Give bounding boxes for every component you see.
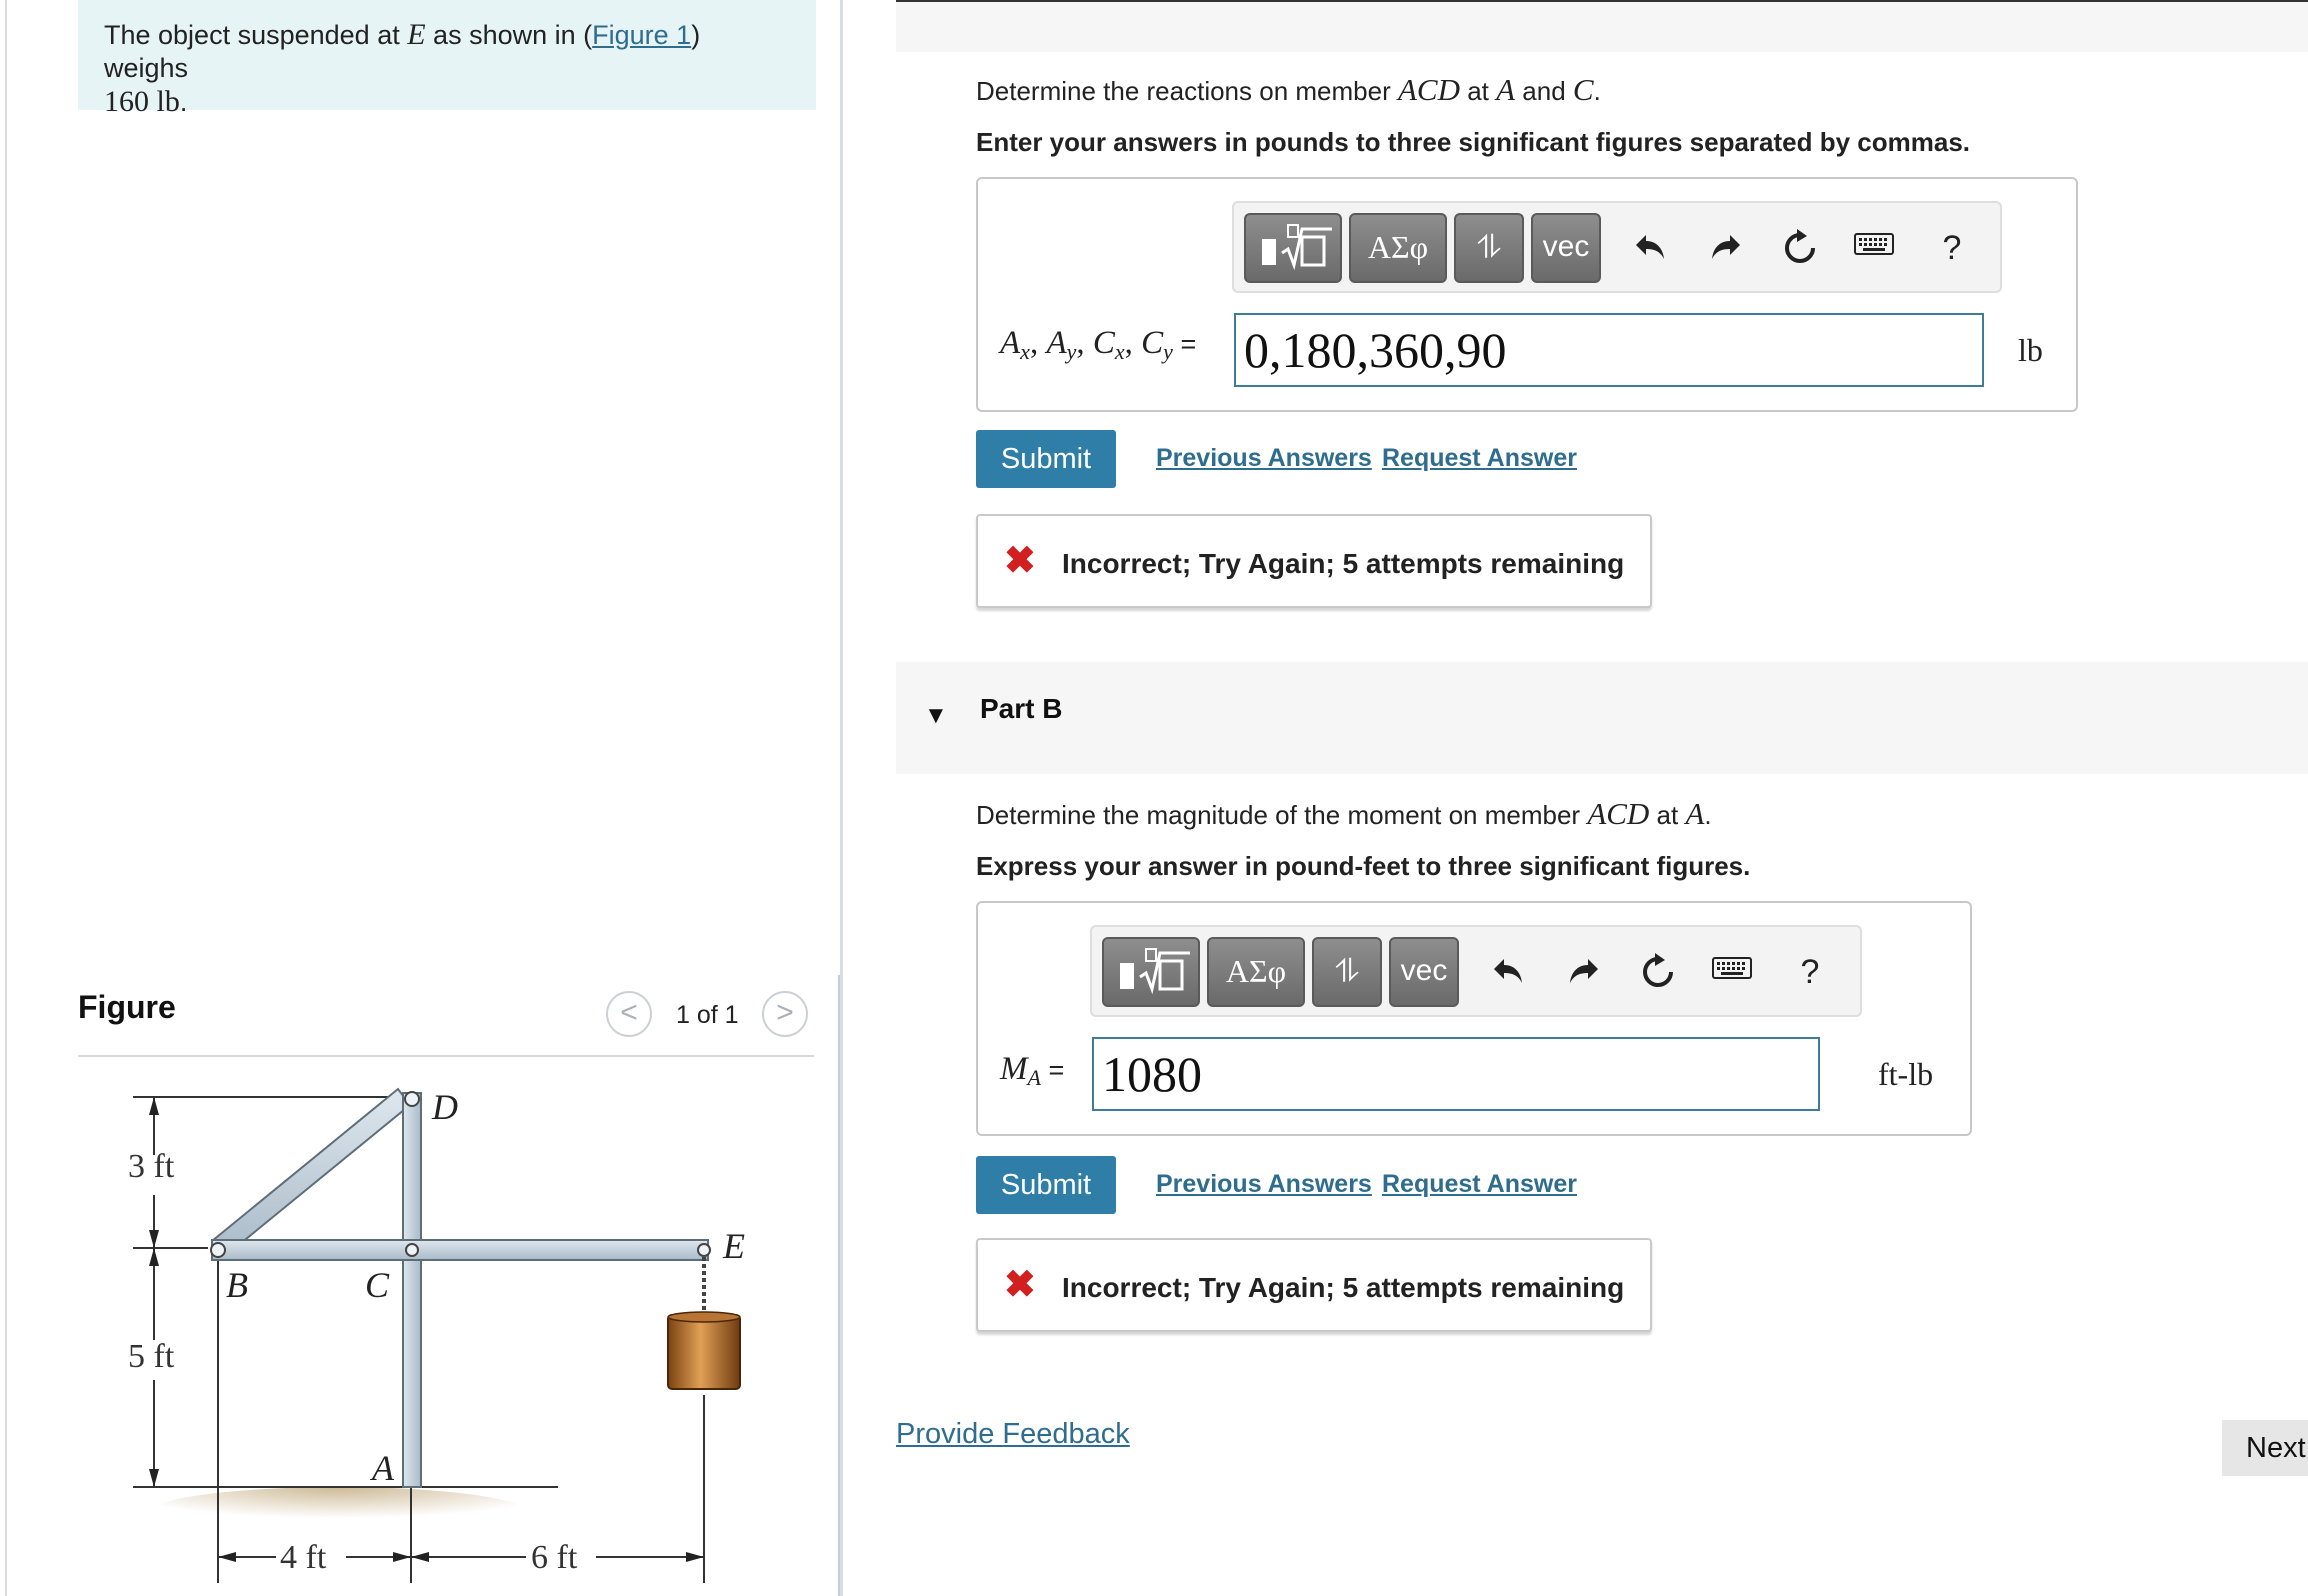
part-a-question bbox=[976, 72, 1601, 108]
label-sub-ax: x bbox=[1020, 339, 1030, 364]
ground-shadow bbox=[148, 1487, 528, 1539]
label-b: B bbox=[226, 1265, 248, 1305]
part-a-input-label bbox=[1000, 325, 1196, 365]
problem-weight: 160 lb bbox=[104, 85, 180, 118]
incorrect-icon: ✖ bbox=[1004, 540, 1036, 582]
templates-icon bbox=[1248, 215, 1338, 279]
part-b-feedback-message: Incorrect; Try Again; 5 attempts remaining bbox=[1062, 1272, 1625, 1303]
figure-link[interactable]: Figure 1 bbox=[592, 20, 692, 50]
vec-button[interactable]: vec bbox=[1389, 937, 1459, 1007]
redo-icon bbox=[1708, 229, 1744, 265]
redo-icon bbox=[1566, 953, 1602, 989]
figure-prev-button[interactable]: < bbox=[606, 991, 652, 1037]
problem-weight-end: . bbox=[179, 87, 188, 117]
part-a-point-c: C bbox=[1572, 72, 1594, 107]
provide-feedback-link[interactable]: Provide Feedback bbox=[896, 1418, 1130, 1450]
pin-c bbox=[406, 1244, 418, 1256]
undo-button[interactable] bbox=[1626, 225, 1674, 273]
weight-block bbox=[668, 1315, 740, 1389]
left-border bbox=[5, 0, 7, 1596]
pane-divider[interactable] bbox=[840, 0, 843, 1596]
reset-icon bbox=[1781, 229, 1819, 267]
part-b-question bbox=[976, 796, 1712, 832]
part-b-toolbar bbox=[1090, 925, 1862, 1017]
part-a-answer-input[interactable]: 0,180,360,90 bbox=[1234, 313, 1984, 387]
part-b-input-label bbox=[1000, 1051, 1064, 1091]
templates-button[interactable] bbox=[1244, 213, 1342, 283]
label-a: A bbox=[372, 1448, 394, 1488]
collapse-caret-icon[interactable]: ▼ bbox=[924, 702, 948, 729]
next-button[interactable]: Next bbox=[2222, 1420, 2308, 1476]
figure-image bbox=[78, 1065, 818, 1596]
pin-e bbox=[698, 1244, 710, 1256]
figure-next-button[interactable]: > bbox=[762, 991, 808, 1037]
part-b-unit: ft-lb bbox=[1878, 1056, 1934, 1092]
label-eq-b: = bbox=[1040, 1055, 1065, 1085]
part-a-member: ACD bbox=[1397, 72, 1460, 107]
arrow-3ft-top bbox=[149, 1097, 159, 1115]
label-c: C bbox=[365, 1265, 390, 1305]
part-a-question-text-2: at bbox=[1459, 76, 1497, 106]
part-b-question-end: . bbox=[1704, 800, 1712, 830]
part-a-question-end: . bbox=[1593, 76, 1601, 106]
templates-icon bbox=[1106, 939, 1196, 1003]
member-bd bbox=[212, 1089, 410, 1257]
keyboard-button[interactable] bbox=[1708, 949, 1756, 997]
help-button[interactable]: ? bbox=[1942, 229, 1962, 267]
figure-counter: 1 of 1 bbox=[676, 1001, 739, 1029]
part-a-toolbar bbox=[1232, 201, 2002, 293]
dim-6ft-label: 6 ft bbox=[531, 1539, 578, 1576]
figure-header bbox=[78, 985, 814, 1057]
dim-5ft-label: 5 ft bbox=[128, 1338, 175, 1375]
part-a-request-answer-link[interactable]: Request Answer bbox=[1382, 444, 1577, 472]
label-sep-2: , bbox=[1076, 325, 1093, 361]
problem-text-before: The object suspended at bbox=[104, 20, 408, 50]
arrows-button[interactable]: ⥮ bbox=[1454, 213, 1524, 283]
label-var-cx: C bbox=[1092, 325, 1115, 361]
problem-text-after: ) weighs bbox=[104, 20, 701, 83]
part-a-answer-box bbox=[976, 177, 2078, 412]
incorrect-icon: ✖ bbox=[1004, 1264, 1036, 1306]
member-acd bbox=[403, 1093, 421, 1487]
label-var-ax: A bbox=[1000, 325, 1021, 361]
templates-button[interactable] bbox=[1102, 937, 1200, 1007]
label-eq-a: = bbox=[1172, 329, 1197, 359]
label-var-cy: C bbox=[1141, 325, 1164, 361]
part-a-instruction: Enter your answers in pounds to three significant figures separated by commas. bbox=[976, 127, 1971, 157]
part-a-header-band bbox=[896, 0, 2308, 52]
vec-button[interactable]: vec bbox=[1531, 213, 1601, 283]
part-b-feedback bbox=[976, 1238, 1652, 1332]
label-sub-cy: y bbox=[1163, 339, 1173, 364]
reset-button[interactable] bbox=[1776, 225, 1824, 273]
part-b-question-text: Determine the magnitude of the moment on member bbox=[976, 800, 1588, 830]
arrow-3ft-bottom bbox=[149, 1230, 159, 1248]
part-b-submit-button[interactable]: Submit bbox=[976, 1156, 1116, 1214]
part-a-feedback-message: Incorrect; Try Again; 5 attempts remaining bbox=[1062, 548, 1625, 579]
label-var-m: M bbox=[1000, 1051, 1028, 1087]
part-b-member: ACD bbox=[1587, 796, 1650, 831]
pin-b bbox=[211, 1243, 225, 1257]
part-a-submit-button[interactable]: Submit bbox=[976, 430, 1116, 488]
greek-letters-button[interactable]: ΑΣφ bbox=[1207, 937, 1305, 1007]
arrow-4ft-left bbox=[218, 1552, 236, 1562]
part-a-previous-answers-link[interactable]: Previous Answers bbox=[1156, 444, 1372, 472]
dim-3ft-label: 3 ft bbox=[128, 1148, 175, 1185]
label-sep-3: , bbox=[1124, 325, 1142, 361]
keyboard-icon bbox=[1712, 953, 1752, 983]
part-b-request-answer-link[interactable]: Request Answer bbox=[1382, 1170, 1577, 1198]
part-a-question-text: Determine the reactions on member bbox=[976, 76, 1398, 106]
part-b-answer-input[interactable]: 1080 bbox=[1092, 1037, 1820, 1111]
undo-icon bbox=[1490, 953, 1526, 989]
part-b-header-band[interactable] bbox=[896, 662, 2308, 774]
pane-divider-handle[interactable] bbox=[838, 975, 840, 1596]
part-b-question-text-2: at bbox=[1649, 800, 1686, 830]
figure-title: Figure bbox=[78, 989, 176, 1025]
label-e: E bbox=[723, 1226, 745, 1266]
part-a-question-text-3: and bbox=[1515, 76, 1573, 106]
part-b-answer-box bbox=[976, 901, 1972, 1136]
keyboard-icon bbox=[1854, 229, 1894, 259]
problem-statement bbox=[78, 0, 816, 118]
redo-button[interactable] bbox=[1560, 949, 1608, 997]
pin-d bbox=[405, 1092, 419, 1106]
arrow-5ft-top bbox=[149, 1248, 159, 1266]
keyboard-button[interactable] bbox=[1850, 225, 1898, 273]
part-b-previous-answers-link[interactable]: Previous Answers bbox=[1156, 1170, 1372, 1198]
problem-var-e: E bbox=[407, 18, 426, 51]
redo-button[interactable] bbox=[1702, 225, 1750, 273]
help-button[interactable]: ? bbox=[1800, 953, 1820, 991]
label-sub-cx: x bbox=[1114, 339, 1125, 364]
part-a-unit: lb bbox=[2018, 332, 2043, 368]
undo-icon bbox=[1632, 229, 1668, 265]
label-sep-1: , bbox=[1029, 325, 1047, 361]
greek-letters-button[interactable]: ΑΣφ bbox=[1349, 213, 1447, 283]
arrow-5ft-bottom bbox=[149, 1469, 159, 1487]
arrow-6ft-right bbox=[686, 1552, 704, 1562]
label-sub-ay: y bbox=[1066, 339, 1077, 364]
member-be bbox=[212, 1240, 708, 1260]
label-sub-a: A bbox=[1027, 1065, 1041, 1090]
problem-text-middle: as shown in ( bbox=[425, 20, 593, 50]
label-var-ay: A bbox=[1046, 325, 1067, 361]
part-b-title[interactable]: Part B bbox=[980, 693, 1063, 724]
undo-button[interactable] bbox=[1484, 949, 1532, 997]
reset-button[interactable] bbox=[1634, 949, 1682, 997]
part-a-point-a: A bbox=[1496, 72, 1516, 107]
part-b-instruction: Express your answer in pound-feet to three significant figures. bbox=[976, 851, 1751, 881]
dim-4ft-label: 4 ft bbox=[280, 1539, 327, 1576]
arrow-6ft-left bbox=[411, 1552, 429, 1562]
arrow-4ft-right bbox=[393, 1552, 411, 1562]
part-b-point-a: A bbox=[1685, 796, 1705, 831]
label-d: D bbox=[432, 1087, 458, 1127]
reset-icon bbox=[1639, 953, 1677, 991]
arrows-button[interactable]: ⥮ bbox=[1312, 937, 1382, 1007]
part-a-feedback bbox=[976, 514, 1652, 608]
